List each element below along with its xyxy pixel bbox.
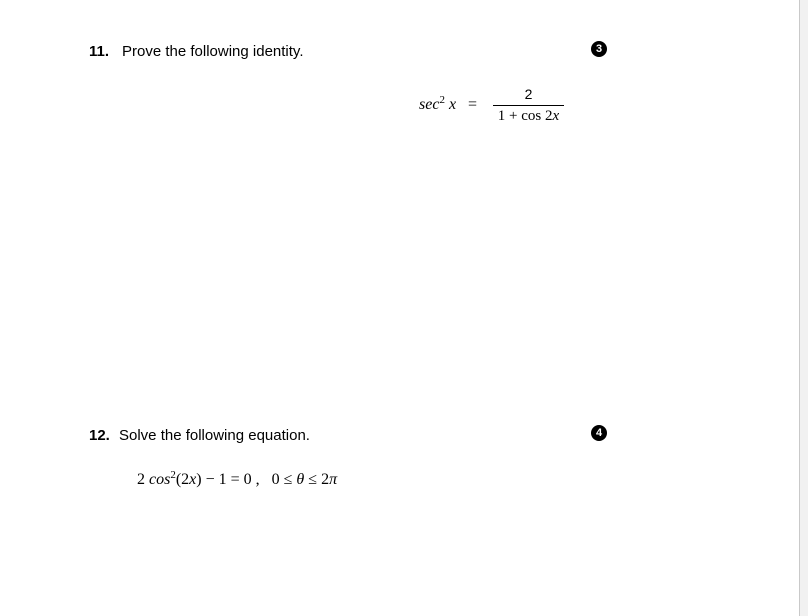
- lhs-variable: x: [448, 96, 457, 113]
- question-12-marks-badge: 4: [591, 425, 607, 441]
- eq-range-end: ≤ 2: [304, 471, 330, 488]
- question-11-number: 11.: [89, 43, 110, 60]
- identity-fraction: [493, 86, 564, 125]
- equation: [137, 471, 337, 489]
- fraction-denominator: [493, 106, 564, 125]
- eq-exponent: 2: [170, 469, 176, 481]
- eq-arg-close: ) − 1 = 0 , 0 ≤: [196, 471, 297, 488]
- fraction-numerator: 2: [524, 86, 533, 102]
- lhs-func: sec: [419, 96, 440, 113]
- question-12-text: Solve the following equation.: [119, 427, 310, 444]
- eq-pi: π: [329, 471, 338, 488]
- page-edge: [799, 0, 808, 616]
- question-11-text: Prove the following identity.: [122, 43, 304, 60]
- question-11-marks-badge: 3: [591, 41, 607, 57]
- eq-theta: θ: [296, 471, 305, 488]
- identity-lhs: [419, 96, 477, 114]
- denominator-variable: x: [552, 108, 560, 124]
- equals-sign: =: [468, 96, 478, 113]
- question-12-number: 12.: [89, 427, 110, 444]
- denominator-text: 1 + cos 2: [497, 108, 553, 124]
- eq-arg-open: (2: [175, 471, 190, 488]
- eq-func: cos: [149, 471, 171, 488]
- eq-coefficient: 2: [137, 471, 149, 488]
- eq-arg-variable: x: [189, 471, 197, 488]
- lhs-exponent: 2: [439, 94, 445, 106]
